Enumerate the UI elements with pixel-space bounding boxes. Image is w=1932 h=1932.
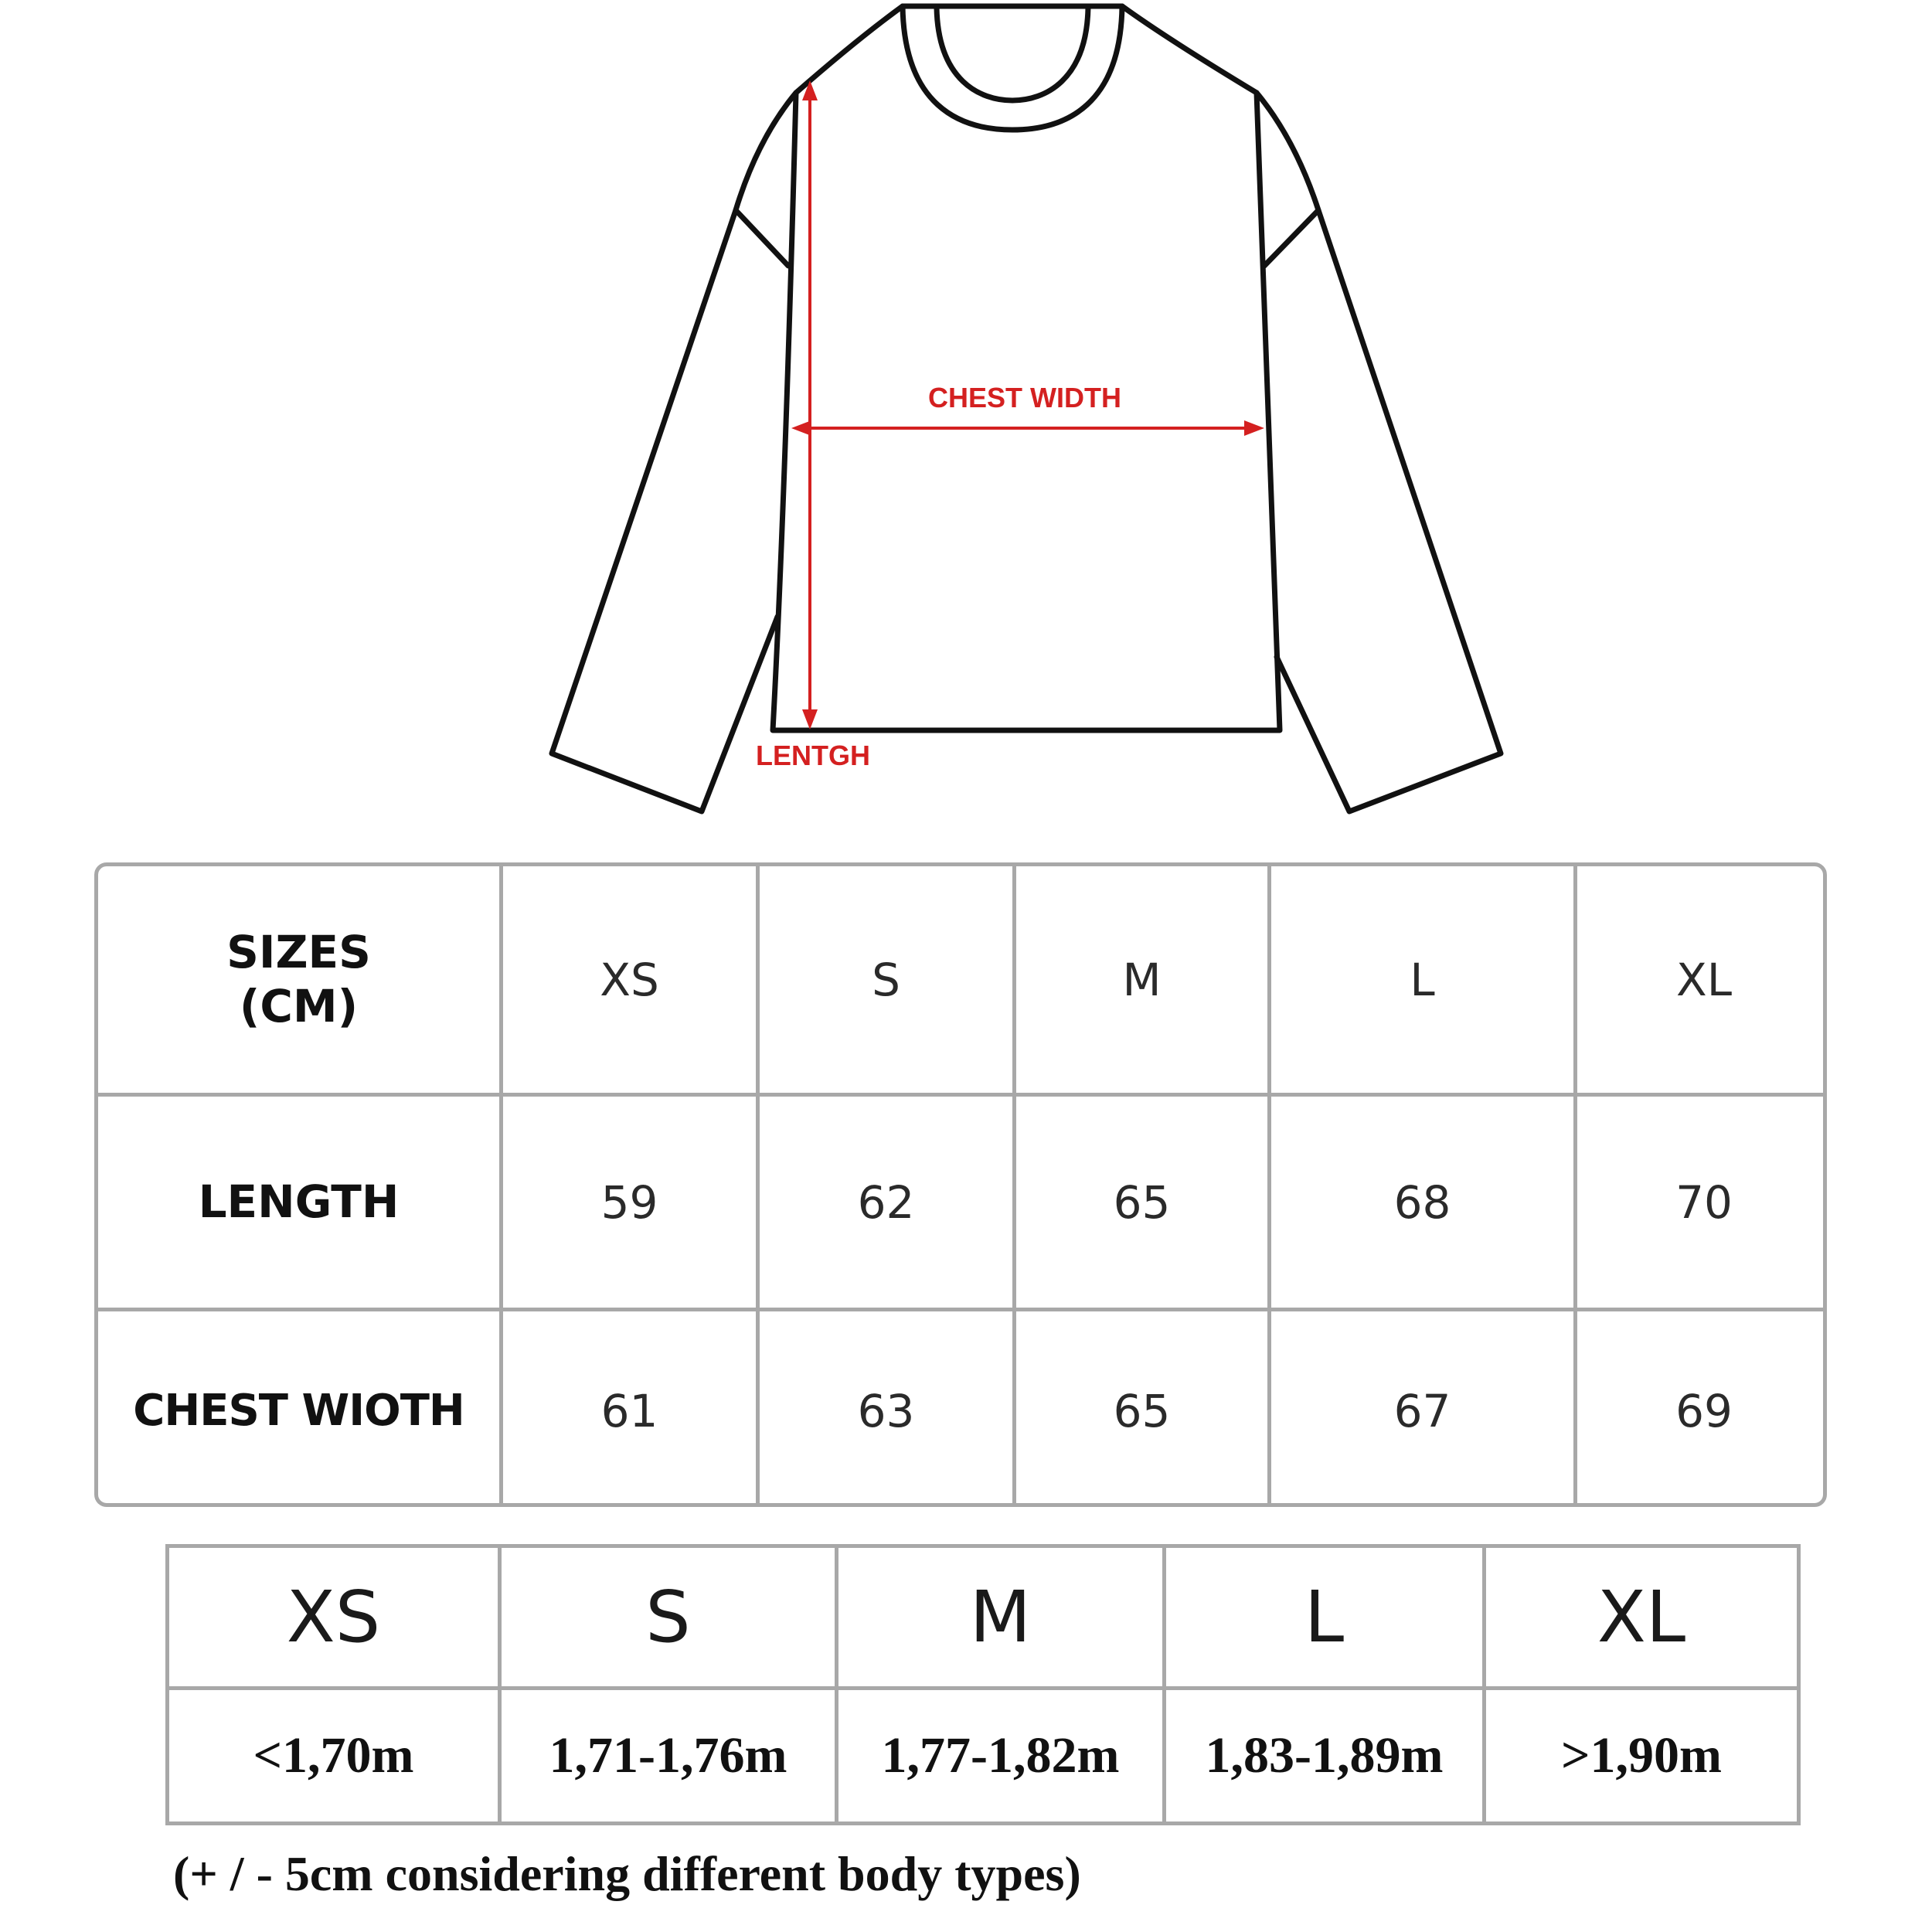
length-xl-value: 70 bbox=[1577, 1097, 1827, 1311]
length-label: LENTGH bbox=[756, 740, 870, 771]
chest-xs-value: 61 bbox=[503, 1311, 760, 1507]
height-guide-table bbox=[165, 1544, 1801, 1825]
size-header-line1: SIZES bbox=[226, 925, 371, 978]
length-arrow-bottom bbox=[802, 709, 818, 730]
chest-xl-value: 69 bbox=[1675, 1385, 1733, 1437]
chest-arrow-right bbox=[1244, 420, 1264, 436]
chest-s-value: 63 bbox=[760, 1311, 1016, 1507]
height-range-l: 1,83-1,89m bbox=[1166, 1690, 1486, 1821]
garment-left-sleeve bbox=[552, 93, 796, 811]
height-size-l: L bbox=[1166, 1548, 1486, 1690]
size-col-s: S bbox=[760, 866, 1016, 1097]
size-col-m: M bbox=[1016, 866, 1271, 1097]
body-type-note: (+ / - 5cm considering different body types) bbox=[173, 1846, 1081, 1901]
height-size-s: S bbox=[502, 1548, 838, 1690]
chest-width-label: CHEST WIDTH bbox=[928, 382, 1121, 413]
garment-left-shoulder-seam bbox=[736, 210, 788, 266]
garment-collar-rib bbox=[937, 8, 1088, 100]
garment-right-shoulder-seam bbox=[1264, 210, 1318, 266]
length-m-value: 65 bbox=[1016, 1097, 1271, 1311]
size-header-label bbox=[98, 866, 503, 1097]
chest-row-label: CHEST WIOTH bbox=[98, 1311, 503, 1507]
height-range-xl: >1,90m bbox=[1560, 1727, 1723, 1784]
size-col-xl: XL bbox=[1577, 866, 1827, 1097]
height-range-xs: <1,70m bbox=[169, 1690, 502, 1821]
length-s-value: 62 bbox=[760, 1097, 1016, 1311]
chest-arrow-left bbox=[791, 420, 811, 436]
size-header-line2: (CM) bbox=[239, 979, 359, 1032]
chest-l-value: 67 bbox=[1271, 1311, 1577, 1507]
garment-right-sleeve bbox=[1257, 93, 1501, 811]
chest-m-value: 65 bbox=[1016, 1311, 1271, 1507]
height-size-xl: XL bbox=[1486, 1548, 1797, 1690]
size-col-l: L bbox=[1271, 866, 1577, 1097]
sweatshirt-diagram bbox=[0, 0, 1932, 842]
length-l-value: 68 bbox=[1271, 1097, 1577, 1311]
height-size-xs: XS bbox=[169, 1548, 502, 1690]
height-size-m: M bbox=[838, 1548, 1166, 1690]
size-chart-table bbox=[94, 862, 1827, 1507]
length-row-label: LENGTH bbox=[98, 1097, 503, 1311]
height-range-s: 1,71-1,76m bbox=[502, 1690, 838, 1821]
garment-body-outline bbox=[773, 6, 1280, 730]
height-range-m: 1,77-1,82m bbox=[838, 1690, 1166, 1821]
size-col-xs: XS bbox=[503, 866, 760, 1097]
length-xs-value: 59 bbox=[503, 1097, 760, 1311]
